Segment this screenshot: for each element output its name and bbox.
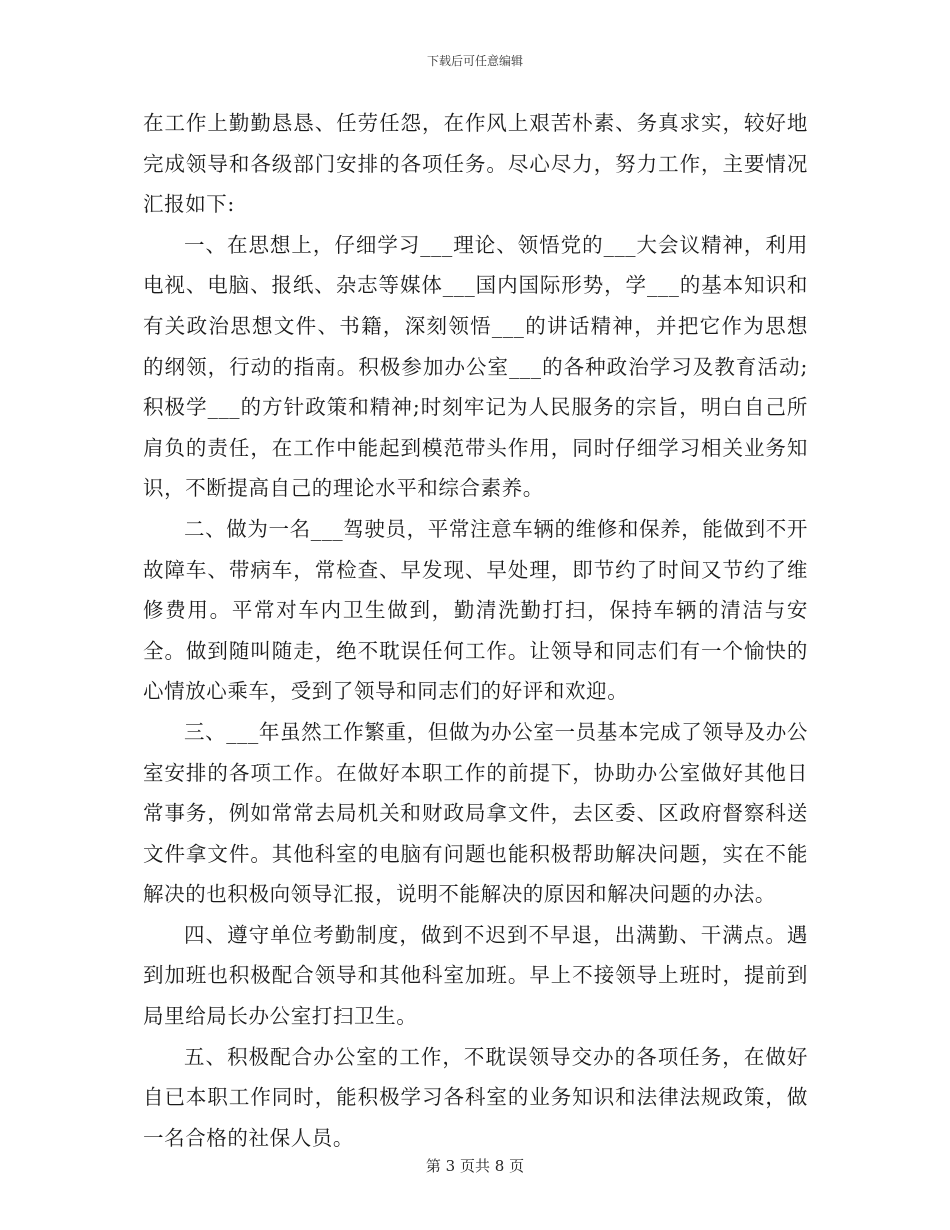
paragraph-section-2: 二、做为一名___驾驶员，平常注意车辆的维修和保养，能做到不开故障车、带病车，常检查、早发现、早处理，即节约了时间又节约了维修费用。平常对车内卫生做到，勤清洗勤打扫，保持车辆的清洁与安全。做到随叫随走，绝不耽误任何工作。让领导和同志们有一个愉快的心情放心乘车，受到了领导和同志们的好评和欢迎。 bbox=[143, 516, 808, 704]
document-body bbox=[143, 103, 808, 1158]
paragraph-section-1: 一、在思想上，仔细学习___理论、领悟党的___大会议精神，利用电视、电脑、报纸、杂志等媒体___国内国际形势，学___的基本知识和有关政治思想文件、书籍，深刻领悟___的讲话精神，并把它作为思想的纲领，行动的指南。积极参加办公室___的各种政治学习及教育活动;积极学___的方针政策和精神;时刻牢记为人民服务的宗旨，明白自己所肩负的责任，在工作中能起到模范带头作用，同时仔细学习相关业务知识，不断提高自己的理论水平和综合素养。 bbox=[143, 232, 808, 501]
paragraph-section-3: 三、___年虽然工作繁重，但做为办公室一员基本完成了领导及办公室安排的各项工作。在做好本职工作的前提下，协助办公室做好其他日常事务，例如常常去局机关和财政局拿文件，去区委、区政府督察科送文件拿文件。其他科室的电脑有问题也能积极帮助解决问题，实在不能解决的也积极向领导汇报，说明不能解决的原因和解决问题的办法。 bbox=[143, 719, 808, 907]
paragraph-intro: 在工作上勤勤恳恳、任劳任怨，在作风上艰苦朴素、务真求实，较好地完成领导和各级部门安排的各项任务。尽心尽力，努力工作，主要情况汇报如下: bbox=[143, 111, 808, 217]
paragraph-section-4: 四、遵守单位考勤制度，做到不迟到不早退，出满勤、干满点。遇到加班也积极配合领导和其他科室加班。早上不接领导上班时，提前到局里给局长办公室打扫卫生。 bbox=[143, 922, 808, 1029]
paragraph-section-5: 五、积极配合办公室的工作，不耽误领导交办的各项任务，在做好自已本职工作同时，能积极学习各科室的业务知识和法律法规政策，做一名合格的社保人员。 bbox=[143, 1044, 808, 1150]
page-number-footer: 第 3 页共 8 页 bbox=[425, 1157, 525, 1175]
page-header: 下载后可任意编辑 bbox=[426, 54, 523, 68]
